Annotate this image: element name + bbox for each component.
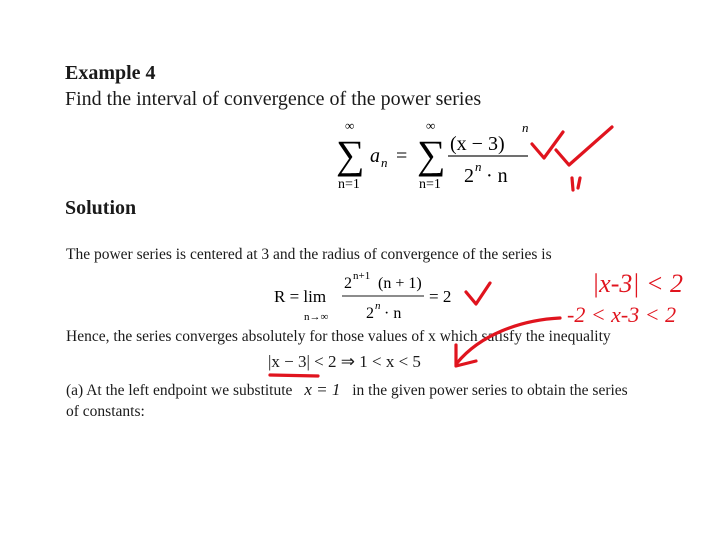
sum-lower-right: n=1 — [419, 177, 441, 192]
checkmark-icon — [466, 283, 490, 304]
solution-heading: Solution — [65, 197, 137, 219]
series-num-exponent: n — [522, 120, 529, 135]
series-den-rest: · n — [486, 165, 508, 187]
term-a: a — [370, 145, 380, 167]
line3-part-b: in the given power series to obtain the series — [352, 382, 628, 399]
radius-den-base: 2 — [366, 305, 374, 322]
radius-den-exponent: n — [375, 300, 381, 312]
line3-substitution: x = 1 — [304, 380, 341, 399]
solution-line-4: of constants: — [66, 403, 145, 420]
note-abs-inequality: |x-3| < 2 — [592, 269, 684, 298]
underline-icon — [270, 375, 318, 376]
series-den-exponent: n — [475, 159, 482, 174]
radius-num-exponent: n+1 — [353, 270, 371, 282]
sum-symbol-left: ∑ — [336, 132, 365, 177]
limit-subscript: n→∞ — [304, 311, 329, 323]
sum-upper-right: ∞ — [426, 118, 436, 133]
solution-line-2: Hence, the series converges absolutely for those values of x which satisfy the inequality — [66, 328, 611, 345]
inequality: |x − 3| < 2 ⇒ 1 < x < 5 — [268, 352, 421, 371]
sum-symbol-right: ∑ — [417, 132, 446, 177]
series-denominator: 2 — [464, 165, 474, 187]
radius-den-rest: · n — [384, 305, 402, 322]
line3-part-a: (a) At the left endpoint we substitute — [66, 382, 293, 399]
note-double-inequality: -2 < x-3 < 2 — [567, 302, 677, 327]
equals-sign: = — [396, 145, 408, 167]
solution-line-1: The power series is centered at 3 and the radius of convergence of the series is — [66, 246, 552, 263]
radius-num-base: 2 — [344, 275, 352, 292]
radius-result: = 2 — [429, 287, 452, 306]
problem-statement: Find the interval of convergence of the power series — [65, 88, 482, 110]
radius-num-rest: (n + 1) — [378, 275, 422, 292]
radius-lhs: R = lim — [274, 287, 327, 306]
example-heading: Example 4 — [65, 62, 156, 84]
term-a-sub: n — [381, 155, 388, 170]
series-numerator: (x − 3) — [450, 133, 505, 155]
tick-marks-icon — [572, 178, 580, 190]
sum-lower-left: n=1 — [338, 177, 360, 192]
sum-upper-left: ∞ — [345, 118, 355, 133]
arrow-icon — [457, 318, 560, 363]
